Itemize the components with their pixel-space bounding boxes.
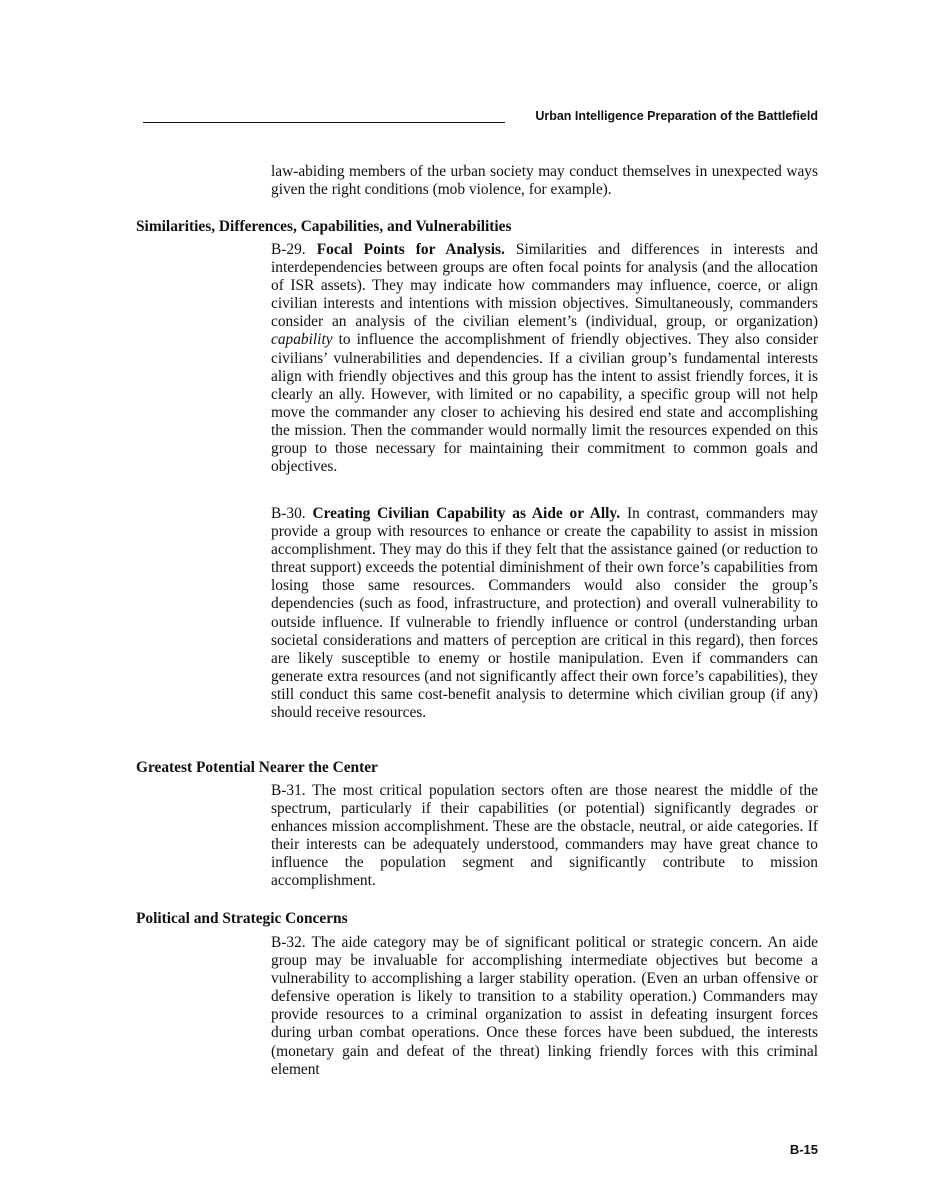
paragraph-text: The aide category may be of significant political or strategic concern. An aide group may be invaluable for accomplishing intermediate objectives but become a vulnerability to accomplishing a larger stability operation. (Even an urban offensive or defensive operation is likely to transition to a stability operation.) Commanders may provide resources to a criminal organization to assist in defeating insurgent forces during urban combat operations. Once these forces have been subdued, the interests (monetary gain and defeat of the threat) linking friendly forces with this criminal element <box>271 934 818 1078</box>
paragraph-b31 <box>271 782 818 891</box>
header-title: Urban Intelligence Preparation of the Battlefield <box>535 109 818 123</box>
paragraph-number: B-30. <box>271 505 306 522</box>
page-number: B-15 <box>789 1142 818 1157</box>
header-rule <box>143 122 505 123</box>
section-heading-greatest-potential: Greatest Potential Nearer the Center <box>136 759 378 776</box>
paragraph-b30 <box>271 505 818 722</box>
emphasis-text: capability <box>271 331 333 349</box>
paragraph-text: to influence the accomplishment of friendly objectives. They also consider civilians’ vulnerabilities and dependencies. If a civilian group’s fundamental interests align with friendly objectives and this group has the intent to assist friendly forces, it is clearly an ally. However, with limited or no capability, a specific group will not help move the commander any closer to achieving his desired end state and accomplishing the mission. Then the commander would normally limit the resources expended on this group to those necessary for maintaining their commitment to common goals and objectives. <box>271 331 818 476</box>
paragraph-b29 <box>271 241 818 476</box>
paragraph-text: The most critical population sectors often are those nearest the middle of the spectrum, particularly if their capabilities (or potential) significantly degrades or enhances mission accomplishment. These are the obstacle, neutral, or aide categories. If their interests can be adequately understood, commanders may have great chance to influence the population segment and significantly contribute to mission accomplishment. <box>271 782 818 890</box>
running-header <box>143 107 818 125</box>
continued-paragraph: law-abiding members of the urban society may conduct themselves in unexpected ways given the right conditions (mob violence, for example). <box>271 163 818 199</box>
paragraph-number: B-32. <box>271 934 306 951</box>
section-heading-political: Political and Strategic Concerns <box>136 910 348 927</box>
paragraph-text: In contrast, commanders may provide a group with resources to enhance or create the capability to assist in mission accomplishment. They may do this if they felt that the assistance gained (or reduction to threat support) exceeds the potential diminishment of their own force’s capabilities from losing those same resources. Commanders would also consider the group’s dependencies (such as food, infrastructure, and protection) and overall vulnerability to outside influence. If vulnerable to friendly influence or control (understanding urban societal considerations and matters of perception are critical in this regard), then forces are likely susceptible to enemy or hostile manipulation. Even if commanders can generate extra resources (and not significantly affect their own force’s capabilities), they still conduct this same cost-benefit analysis to determine which civilian group (if any) should receive resources. <box>271 505 818 722</box>
paragraph-number: B-29. <box>271 241 306 258</box>
section-heading-similarities: Similarities, Differences, Capabilities, and Vulnerabilities <box>136 218 512 235</box>
paragraph-text: Similarities and differences in interests and interdependencies between groups are often focal points for analysis (and the allocation of ISR assets). They may indicate how commanders may influence, coerce, or align civilian interests and intentions with mission objectives. Simultaneously, commanders consider an analysis of the civilian element’s (individual, group, or organization) <box>271 241 818 331</box>
paragraph-number: B-31. <box>271 782 306 799</box>
paragraph-title: Focal Points for Analysis. <box>316 241 505 258</box>
paragraph-b32 <box>271 934 818 1079</box>
paragraph-title: Creating Civilian Capability as Aide or Ally. <box>312 505 621 522</box>
